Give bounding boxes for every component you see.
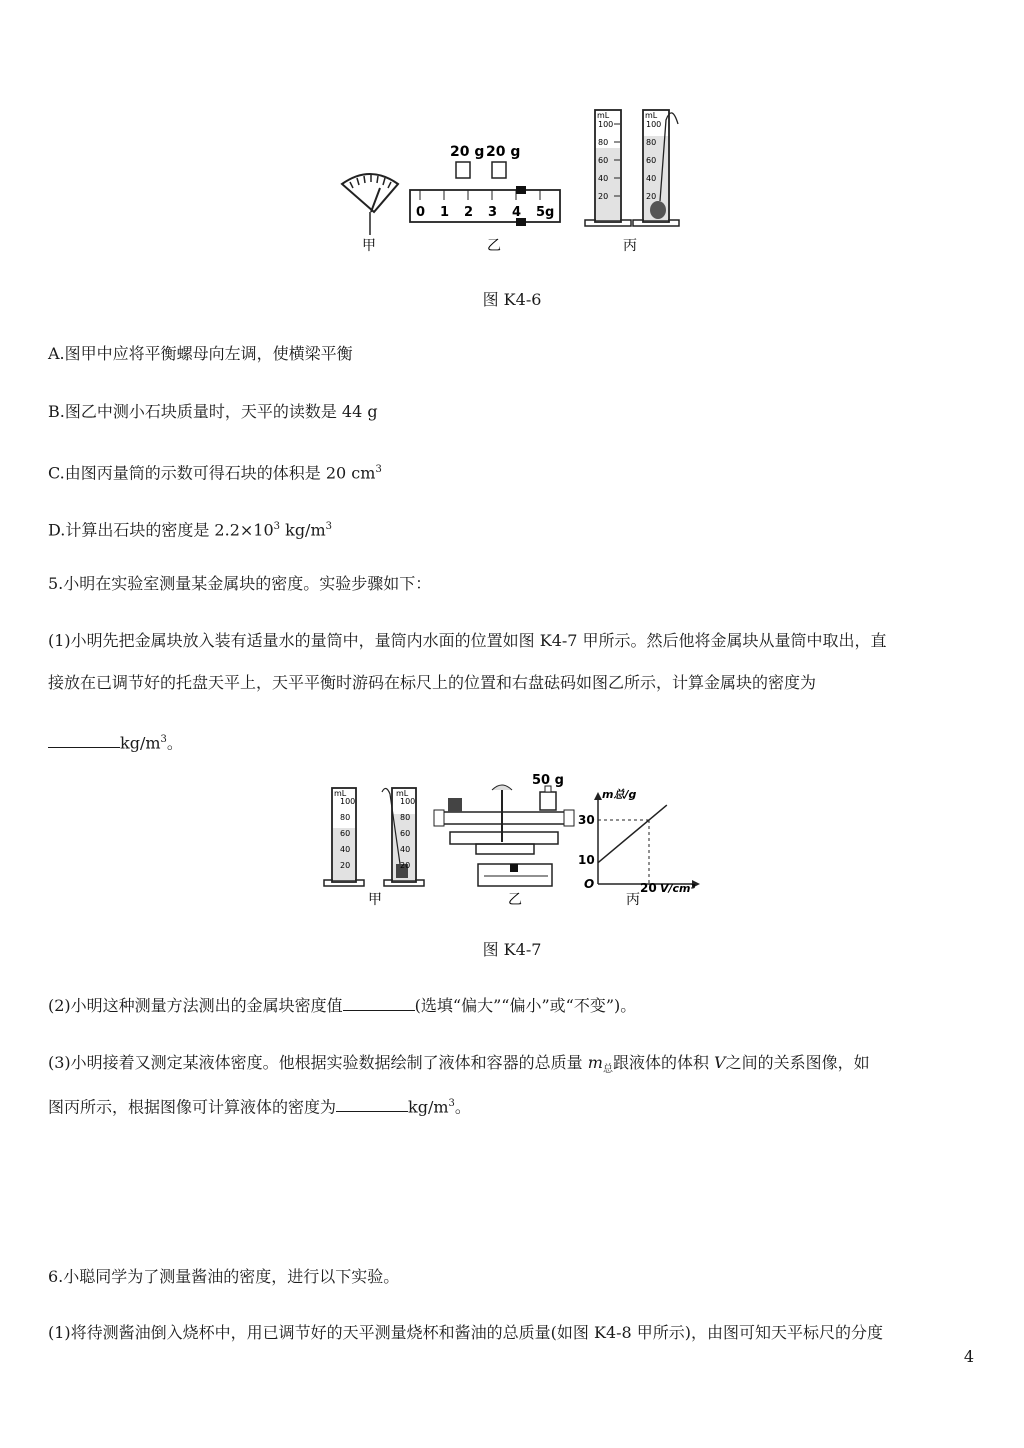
graph-x-tick-20: 20 — [640, 881, 657, 895]
q5-p1-unit-sup: 3 — [160, 734, 167, 745]
q5-p1-unit: kg/m — [120, 733, 161, 753]
question-5-part1-line2: 接放在已调节好的托盘天平上，天平平衡时游码在标尺上的位置和右盘砝码如图乙所示，计算金属块的密度为 — [48, 673, 817, 692]
k47-label-jia: 甲 — [368, 892, 382, 908]
answer-blank-density[interactable] — [48, 733, 120, 748]
option-c — [48, 459, 978, 484]
graph-ylabel: m总/g — [602, 788, 637, 801]
label-yi: 乙 — [487, 238, 501, 254]
q5-p3-end: 。 — [454, 1097, 471, 1117]
option-c-sup: 3 — [375, 464, 382, 475]
option-b: B.图乙中测小石块质量时，天平的读数是 44 g — [48, 402, 378, 421]
k47-cyl2-unit: mL — [396, 789, 409, 798]
tick-1: 1 — [440, 205, 450, 220]
q5-p3-v: V — [714, 1053, 726, 1072]
dial-gauge-jia — [342, 174, 398, 235]
k47-cyl2-tick-20: 20 — [400, 861, 411, 870]
label-jia: 甲 — [362, 238, 376, 254]
weight-1 — [456, 162, 470, 178]
q5-p3-text4: 图丙所示，根据图像可计算液体的密度为 — [48, 1097, 337, 1117]
cyl2-unit: mL — [645, 111, 658, 120]
question-5-part1-answer — [48, 729, 978, 754]
tick-3: 3 — [488, 205, 498, 220]
cyl2-tick-40: 40 — [646, 174, 657, 183]
k47-cyl2-tick-100: 100 — [400, 797, 416, 806]
q5-p3-text1: (3)小明接着又测定某液体密度。他根据实验数据绘制了液体和容器的总质量 — [48, 1053, 588, 1072]
graph-data-line — [598, 805, 667, 863]
question-5-part1-line1: (1)小明先把金属块放入装有适量水的量筒中，量筒内水面的位置如图 K4-7 甲所示。然后他将金属块从量筒中取出，直 — [48, 631, 887, 650]
k47-cyl2-tick-80: 80 — [400, 813, 411, 822]
cyl2-tick-80: 80 — [646, 138, 657, 147]
figure-k4-7 — [320, 772, 710, 912]
q5-p3-m: m — [587, 1053, 603, 1072]
q5-p3-unit: kg/m — [408, 1097, 449, 1117]
q5-p3-text3: 之间的关系图像，如 — [725, 1053, 870, 1072]
graph-origin: O — [584, 877, 595, 891]
option-d — [48, 516, 978, 541]
q5-p3-text2: 跟液体的体积 — [612, 1053, 715, 1072]
balance-yi — [434, 785, 574, 886]
q5-p2-options: (选填“偏大”“偏小”或“不变”)。 — [414, 996, 637, 1015]
tick-5g: 5g — [536, 205, 555, 220]
cyl1-tick-60: 60 — [598, 156, 609, 165]
k47-cyl1-unit: mL — [334, 789, 347, 798]
tick-0: 0 — [416, 205, 426, 220]
option-d-text: D.计算出石块的密度是 2.2×10 — [48, 520, 274, 540]
answer-blank-bias[interactable] — [343, 996, 415, 1011]
cyl2-tick-100: 100 — [646, 120, 662, 129]
label-bing: 丙 — [623, 238, 637, 254]
figure-caption-k4-6: 图 K4-6 — [482, 290, 542, 309]
question-5-title: 5.小明在实验室测量某金属块的密度。实验步骤如下： — [48, 574, 432, 593]
cyl2-tick-20: 20 — [646, 192, 657, 201]
cyl1-tick-20: 20 — [598, 192, 609, 201]
k47-cyl1-tick-40: 40 — [340, 845, 351, 854]
k47-cyl1-tick-80: 80 — [340, 813, 351, 822]
option-c-text: C.由图丙量筒的示数可得石块的体积是 20 cm — [48, 463, 376, 483]
question-5-part3-line1 — [48, 1052, 978, 1081]
cyl1-tick-80: 80 — [598, 138, 609, 147]
option-d-unit: kg/m — [280, 520, 326, 540]
k47-cyl1-tick-100: 100 — [340, 797, 356, 806]
graph-xlabel: V/cm³ — [660, 882, 696, 895]
weight-label-1: 20 g — [450, 144, 485, 160]
question-6-part1: (1)将待测酱油倒入烧杯中，用已调节好的天平测量烧杯和酱油的总质量(如图 K4-8 甲所示)，由图可知天平标尺的分度 — [48, 1323, 884, 1342]
q5-p3-unit-sup: 3 — [448, 1098, 455, 1109]
cyl2-tick-60: 60 — [646, 156, 657, 165]
option-d-unit-sup: 3 — [325, 521, 332, 532]
k47-label-yi: 乙 — [508, 892, 522, 908]
page-number: 4 — [963, 1347, 974, 1366]
cyl1-unit: mL — [597, 111, 610, 120]
question-5-part2 — [48, 995, 978, 1017]
graph-y-tick-30: 30 — [578, 813, 595, 827]
tick-2: 2 — [464, 205, 474, 220]
cyl1-tick-100: 100 — [598, 120, 614, 129]
question-6-title: 6.小聪同学为了测量酱油的密度，进行以下实验。 — [48, 1267, 400, 1286]
figure-k4-6 — [330, 100, 700, 260]
cyl1-tick-40: 40 — [598, 174, 609, 183]
k47-cyl1-tick-20: 20 — [340, 861, 351, 870]
scale-tick-labels — [416, 205, 554, 220]
q5-p2-text: (2)小明这种测量方法测出的金属块密度值 — [48, 996, 343, 1015]
weight-label-2: 20 g — [486, 144, 521, 160]
graph-bing — [594, 792, 700, 888]
question-5-part3-line2 — [48, 1093, 978, 1118]
answer-blank-liquid-density[interactable] — [336, 1097, 408, 1112]
option-a: A.图甲中应将平衡螺母向左调，使横梁平衡 — [48, 344, 353, 363]
k47-label-bing: 丙 — [626, 892, 640, 908]
k47-cyl2-tick-60: 60 — [400, 829, 411, 838]
q5-p1-end: 。 — [166, 733, 183, 753]
k47-cyl1-tick-60: 60 — [340, 829, 351, 838]
k47-weight-label: 50 g — [532, 773, 564, 788]
option-d-sup: 3 — [273, 521, 281, 532]
q5-p3-sub: 总 — [602, 1064, 613, 1076]
weight-2 — [492, 162, 506, 178]
figure-caption-k4-7: 图 K4-7 — [482, 940, 542, 959]
tick-4: 4 — [512, 205, 522, 220]
graph-y-tick-10: 10 — [578, 853, 595, 867]
k47-cyl2-tick-40: 40 — [400, 845, 411, 854]
